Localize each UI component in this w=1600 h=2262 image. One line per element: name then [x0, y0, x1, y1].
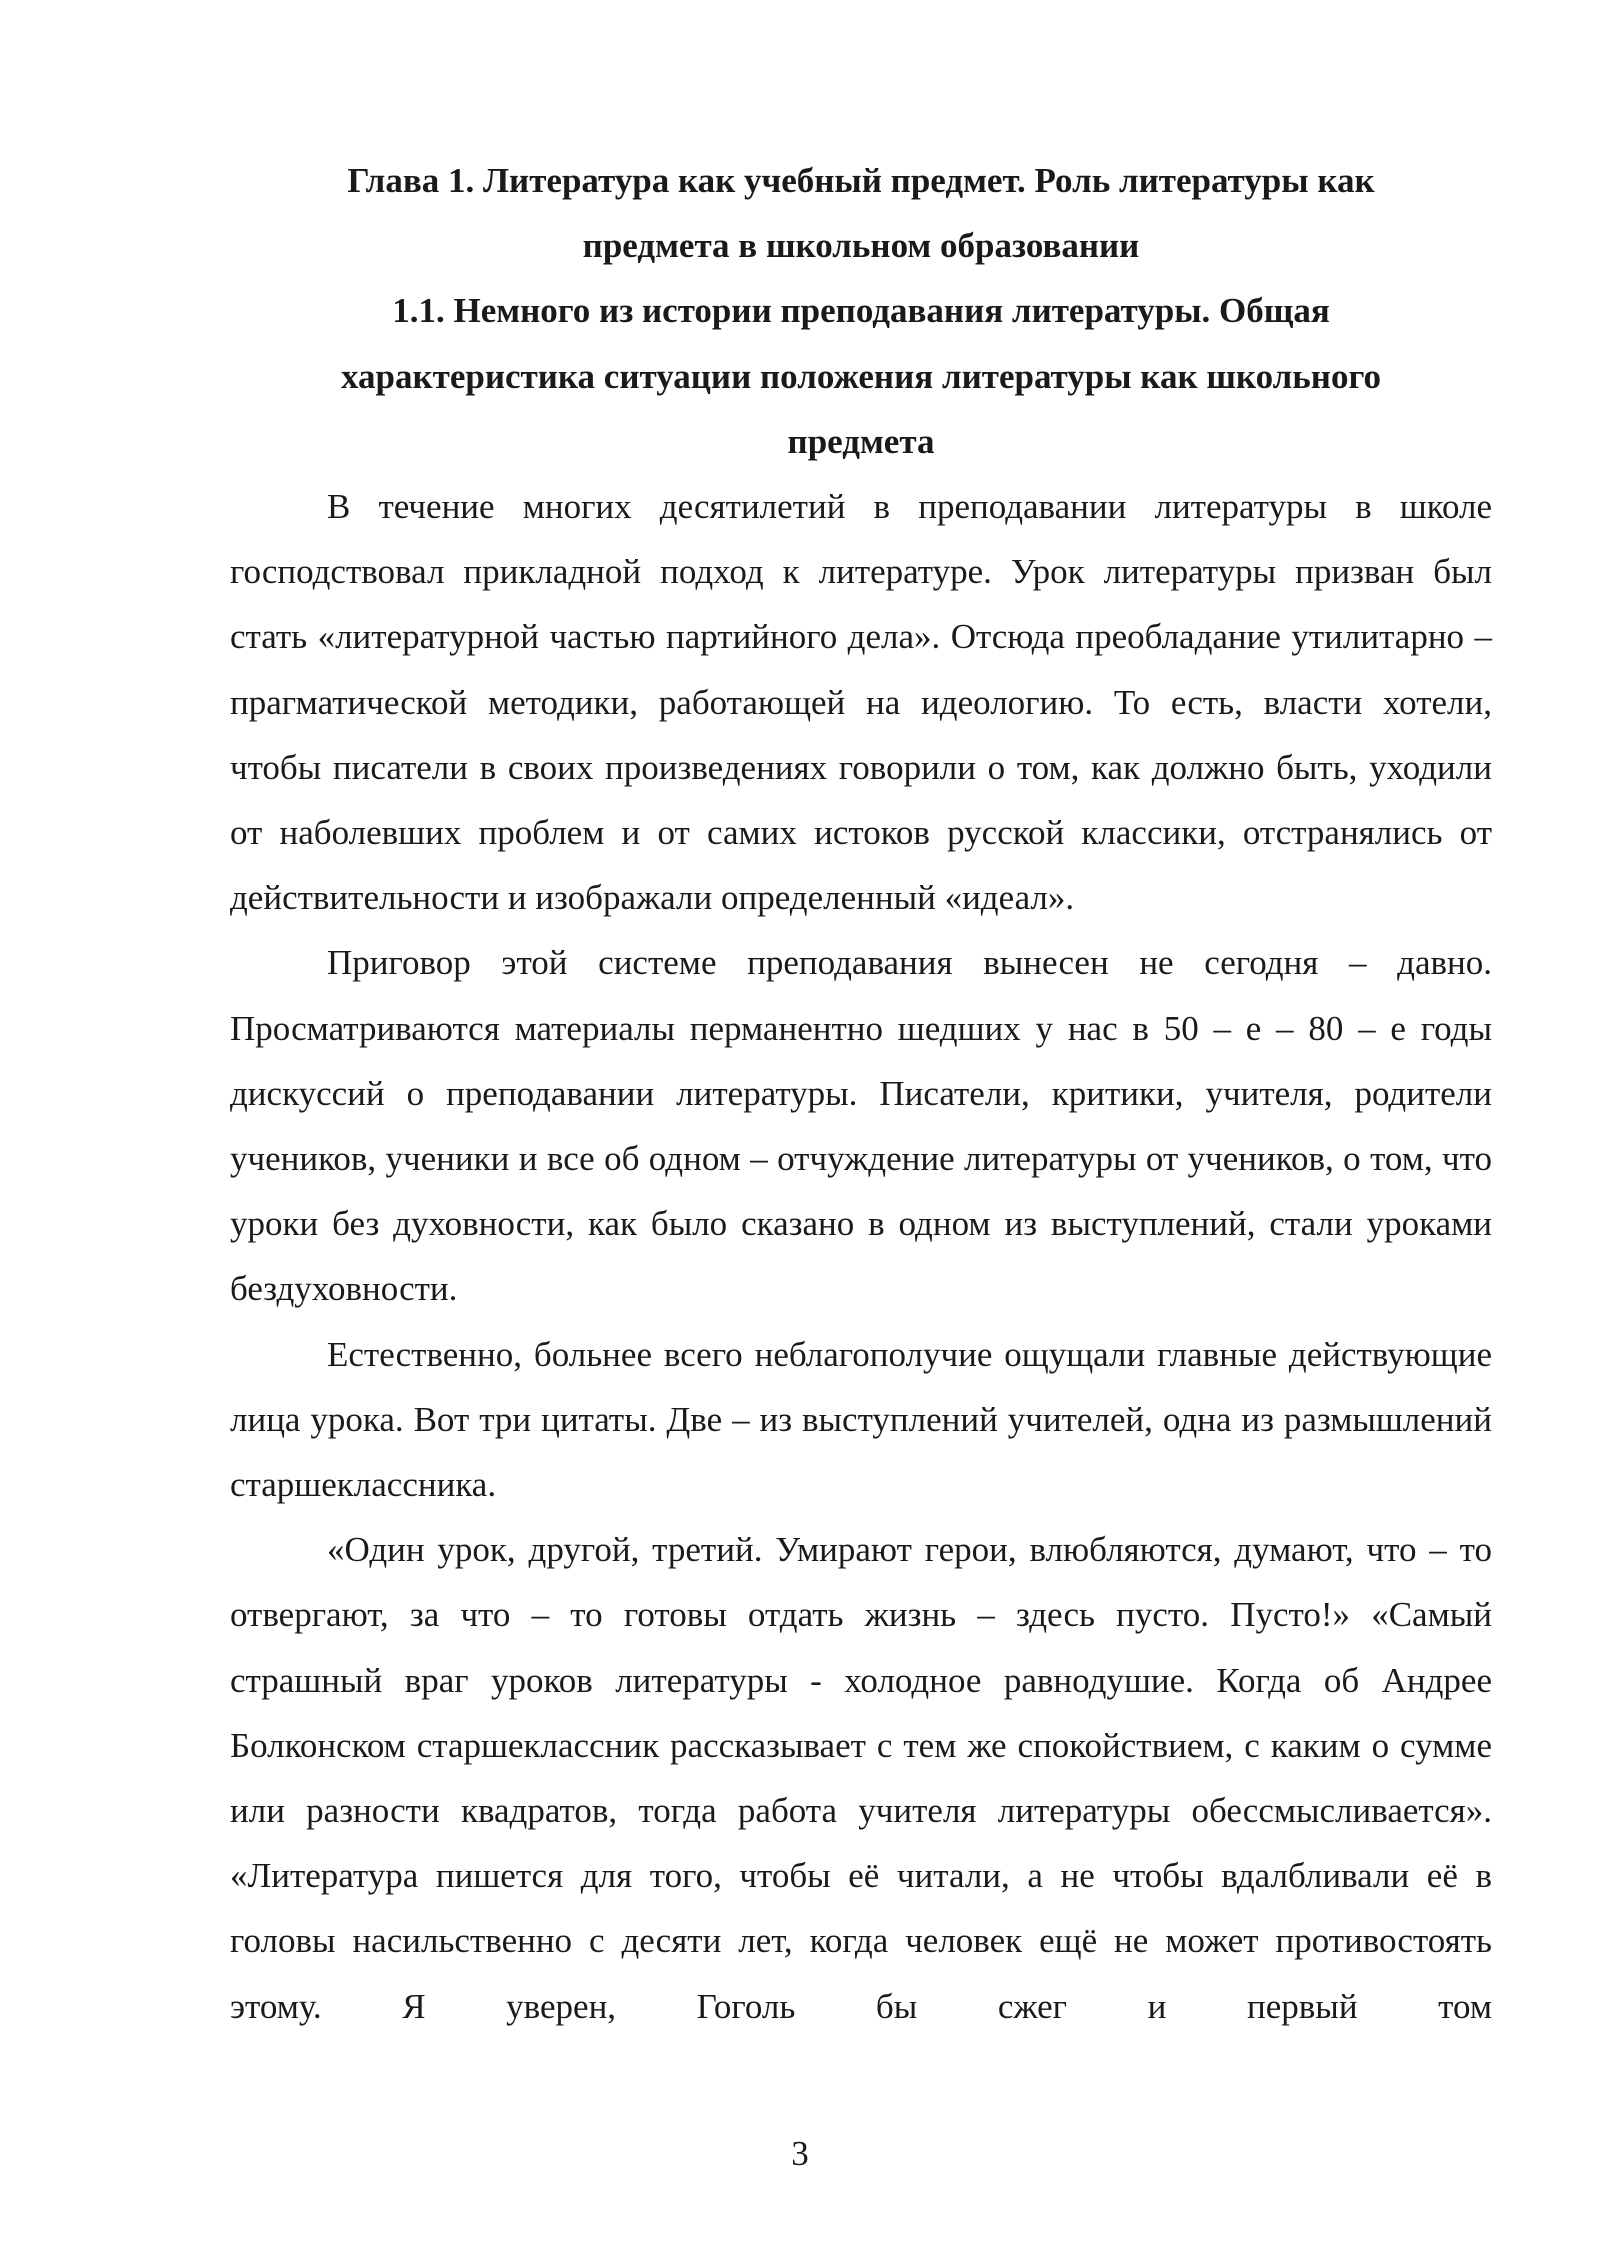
- page-content: [230, 148, 1492, 2039]
- paragraph: В течение многих десятилетий в преподавании литературы в школе господствовал прикладной подход к литературе. Урок литературы призван был стать «литературной частью партийного дела». Отсюда преобладание утилитарно – прагматической методики, работающей на идеологию. То есть, власти хотели, чтобы писатели в своих произведениях говорили о том, как должно быть, уходили от наболевших проблем и от самих истоков русской классики, отстранялись от действительности и изображали определенный «идеал».: [230, 487, 1492, 918]
- paragraph: «Один урок, другой, третий. Умирают герои, влюбляются, думают, что – то отвергают, за что – то готовы отдать жизнь – здесь пусто. Пусто!» «Самый страшный враг уроков литературы - холодное равнодушие. Когда об Андрее Болконском старшеклассник рассказывает с тем же спокойствием, с каким о сумме или разности квадратов, тогда работа учителя литературы обессмысливается». «Литература пишется для того, чтобы её читали, а не чтобы вдалбливали её в головы насильственно с десяти лет, когда человек ещё не может противостоять этому. Я уверен, Гоголь бы сжег и первый том: [230, 1530, 1492, 2026]
- page-number: 3: [791, 2134, 809, 2173]
- section-title: 1.1. Немного из истории преподавания литературы. Общая характеристика ситуации положения литературы как школьного предмета: [340, 291, 1381, 461]
- paragraph: Естественно, больнее всего неблагополучие ощущали главные действующие лица урока. Вот три цитаты. Две – из выступлений учителей, одна из размышлений старшеклассника.: [230, 1334, 1492, 1505]
- chapter-title: Глава 1. Литература как учебный предмет. Роль литературы как предмета в школьном образовании: [347, 161, 1375, 266]
- paragraph: Приговор этой системе преподавания вынесен не сегодня – давно. Просматриваются материалы перманентно шедших у нас в 50 – е – 80 – е годы дискуссий о преподавании литературы. Писатели, критики, учителя, родители учеников, ученики и все об одном – отчуждение литературы от учеников, о том, что уроки без духовности, как было сказано в одном из выступлений, стали уроками бездуховности.: [230, 943, 1492, 1309]
